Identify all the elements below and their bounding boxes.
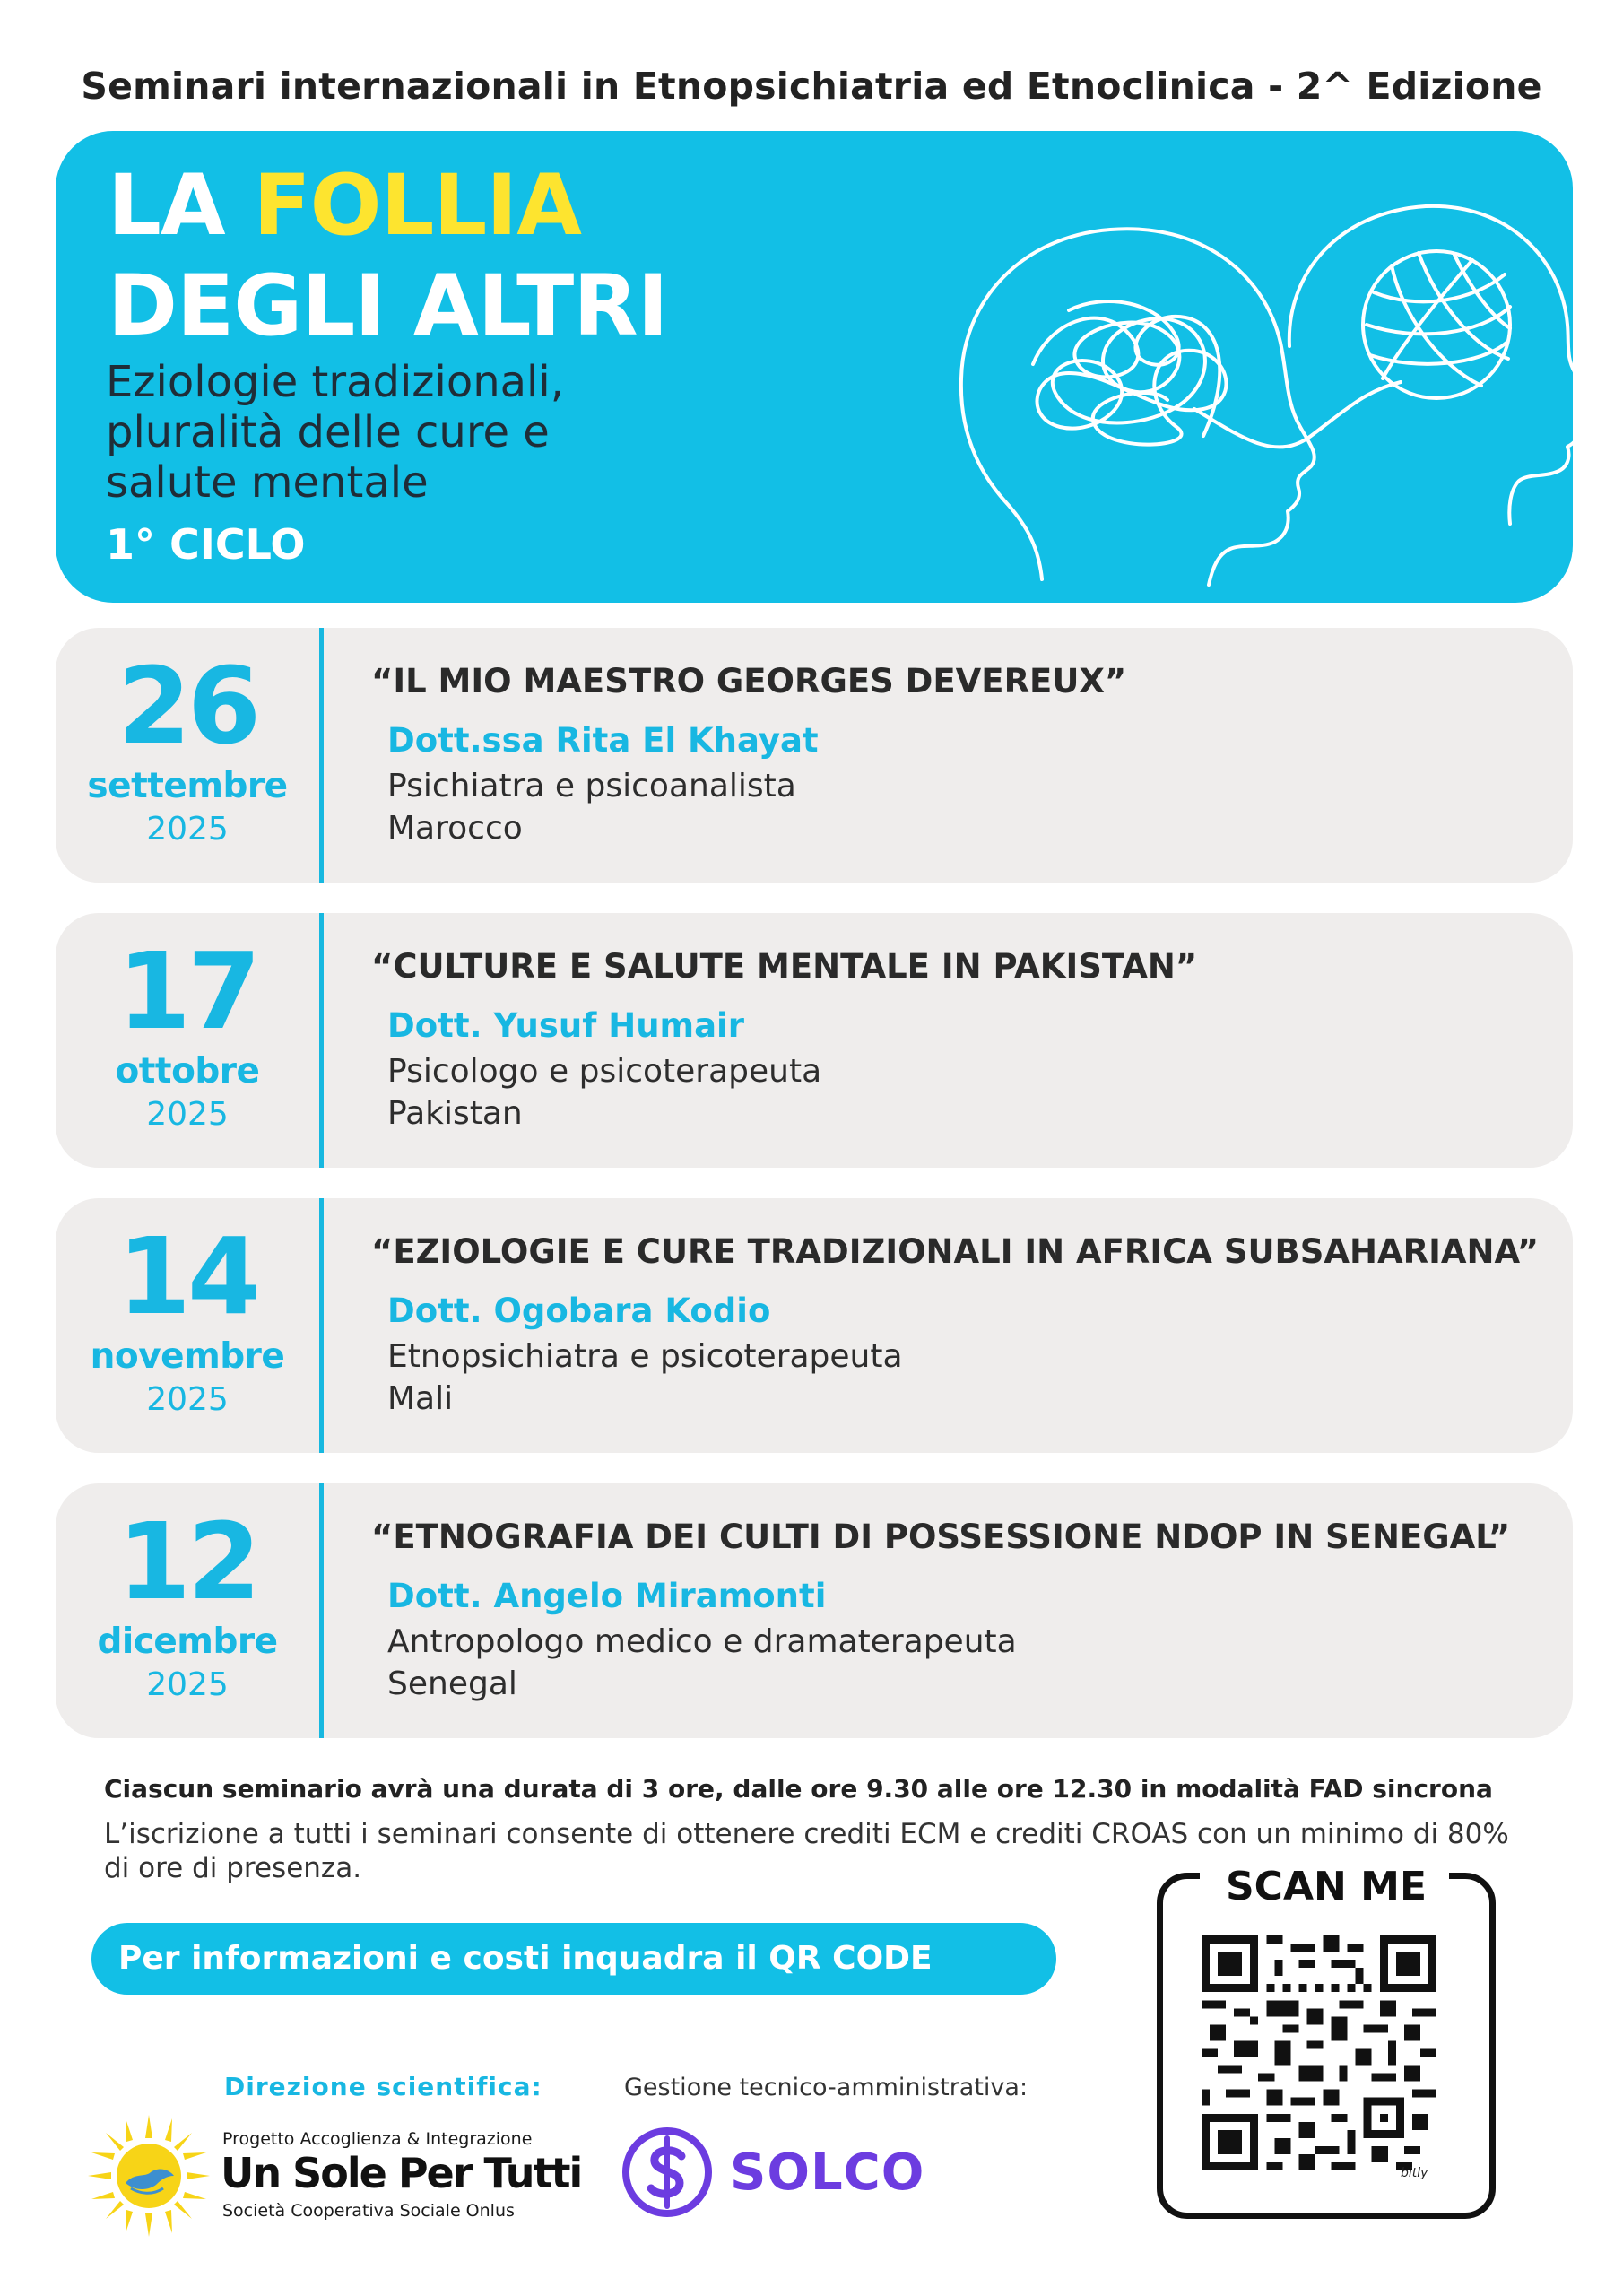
hero-banner [56, 131, 1573, 603]
qr-info-pill [91, 1923, 1056, 1995]
event-year: 2025 [146, 1666, 229, 1703]
event-day: 17 [117, 929, 258, 1053]
usp-name: Un Sole Per Tutti [221, 2149, 582, 2197]
event-year: 2025 [146, 1381, 229, 1418]
event-month: dicembre [97, 1622, 278, 1662]
event-month: ottobre [115, 1051, 260, 1091]
direction-label: Direzione scientifica: [224, 2072, 542, 2101]
event-divider [319, 913, 324, 1168]
event-title: “CULTURE E SALUTE MENTALE IN PAKISTAN” [371, 947, 1198, 986]
scan-me-label: SCAN ME [1225, 1864, 1428, 1909]
event-speaker: Dott.ssa Rita El Khayat [387, 721, 819, 760]
event-speaker: Dott. Ogobara Kodio [387, 1292, 771, 1330]
qr-info-text: Per informazioni e costi inquadra il QR CODE [118, 1940, 933, 1977]
event-speaker-role: Antropologo medico e dramaterapeuta [387, 1623, 1017, 1660]
hero-title-part1: LA [108, 157, 254, 255]
event-day: 12 [117, 1500, 258, 1623]
event-speaker-country: Mali [387, 1380, 454, 1417]
event-speaker-country: Senegal [387, 1665, 517, 1702]
event-year: 2025 [146, 1096, 229, 1133]
sun-hands-logo-icon [86, 2113, 212, 2239]
hero-subtitle: Eziologie tradizionali, pluralità delle cure e salute mentale [106, 357, 564, 508]
event-title: “ETNOGRAFIA DEI CULTI DI POSSESSIONE NDOP IN SENEGAL” [371, 1518, 1511, 1556]
solco-s-logo-icon [621, 2126, 714, 2219]
event-month: novembre [90, 1336, 285, 1377]
event-speaker-role: Etnopsichiatra e psicoterapeuta [387, 1338, 903, 1375]
qr-code-icon[interactable] [1202, 1935, 1436, 2170]
event-card [56, 1198, 1573, 1453]
usp-project-line: Progetto Accoglienza & Integrazione [222, 2129, 533, 2149]
credits-note: L’iscrizione a tutti i seminari consente di ottenere crediti ECM e crediti CROAS con un minimo di 80% di ore di presenza. [104, 1818, 1509, 1884]
event-divider [319, 1198, 324, 1453]
two-heads-tangled-yarn-icon [934, 167, 1573, 588]
qr-brand: bitly [1401, 2166, 1428, 2180]
series-title: Seminari internazionali in Etnopsichiatria ed Etnoclinica - 2^ Edizione [81, 65, 1542, 108]
hero-title-highlight: FOLLIA [253, 157, 582, 255]
event-day: 14 [117, 1214, 258, 1338]
event-speaker-country: Pakistan [387, 1095, 523, 1132]
hero-title-line2: DEGLI ALTRI [108, 257, 668, 355]
event-card [56, 628, 1573, 883]
event-month: settembre [87, 766, 288, 806]
hero-cycle: 1° CICLO [106, 520, 306, 569]
event-speaker-role: Psichiatra e psicoanalista [387, 768, 796, 804]
usp-cooperative-line: Società Cooperativa Sociale Onlus [222, 2201, 515, 2221]
event-divider [319, 1483, 324, 1738]
management-label: Gestione tecnico-amministrativa: [624, 2074, 1028, 2101]
event-speaker: Dott. Angelo Miramonti [387, 1577, 827, 1615]
event-title: “IL MIO MAESTRO GEORGES DEVEREUX” [371, 662, 1127, 700]
event-speaker: Dott. Yusuf Humair [387, 1006, 744, 1045]
solco-name: SOLCO [730, 2144, 925, 2202]
event-card [56, 913, 1573, 1168]
event-speaker-role: Psicologo e psicoterapeuta [387, 1053, 822, 1090]
event-title: “EZIOLOGIE E CURE TRADIZIONALI IN AFRICA SUBSAHARIANA” [371, 1232, 1540, 1271]
duration-note: Ciascun seminario avrà una durata di 3 ore, dalle ore 9.30 alle ore 12.30 in modalità FAD sincrona [104, 1774, 1493, 1804]
event-divider [319, 628, 324, 883]
event-day: 26 [117, 644, 258, 768]
hero-title [108, 156, 668, 357]
event-speaker-country: Marocco [387, 810, 523, 847]
event-year: 2025 [146, 811, 229, 848]
event-card [56, 1483, 1573, 1738]
